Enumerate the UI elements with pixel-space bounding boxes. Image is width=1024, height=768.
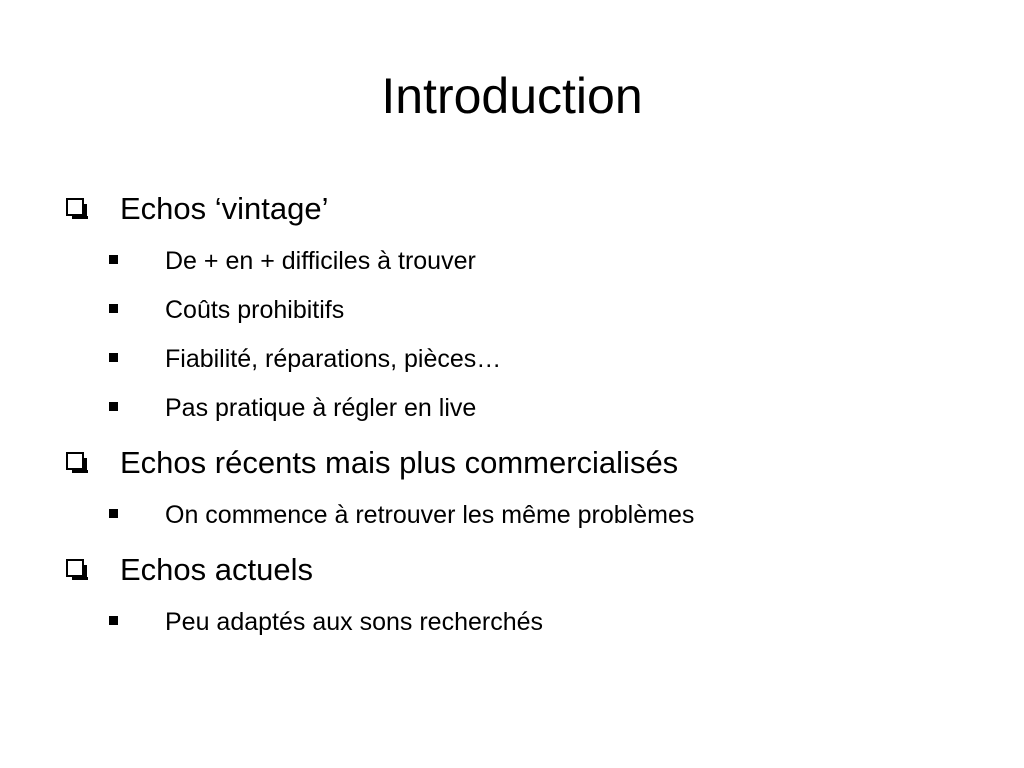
sub-bullet-text: Coûts prohibitifs (165, 296, 345, 324)
square-bullet-icon (109, 304, 118, 313)
square-bullet-icon (109, 509, 118, 518)
bullet-text: Echos actuels (120, 552, 313, 587)
square-bullet-icon (109, 402, 118, 411)
slide-title: Introduction (381, 68, 643, 124)
checkbox-icon (66, 198, 84, 216)
square-bullet-icon (109, 616, 118, 625)
sub-bullet-text: Fiabilité, réparations, pièces… (165, 345, 502, 373)
square-bullet-icon (109, 353, 118, 362)
sub-bullet-text: De + en + difficiles à trouver (165, 247, 476, 275)
bullet-text: Echos récents mais plus commercialisés (120, 445, 679, 480)
checkbox-icon (66, 559, 84, 577)
sub-bullet-text: Peu adaptés aux sons recherchés (165, 608, 544, 636)
square-bullet-icon (109, 255, 118, 264)
bullet-text: Echos ‘vintage’ (120, 191, 329, 226)
sub-bullet-text: Pas pratique à régler en live (165, 394, 477, 422)
checkbox-icon (66, 452, 84, 470)
sub-bullet-text: On commence à retrouver les même problèmes (165, 501, 695, 529)
